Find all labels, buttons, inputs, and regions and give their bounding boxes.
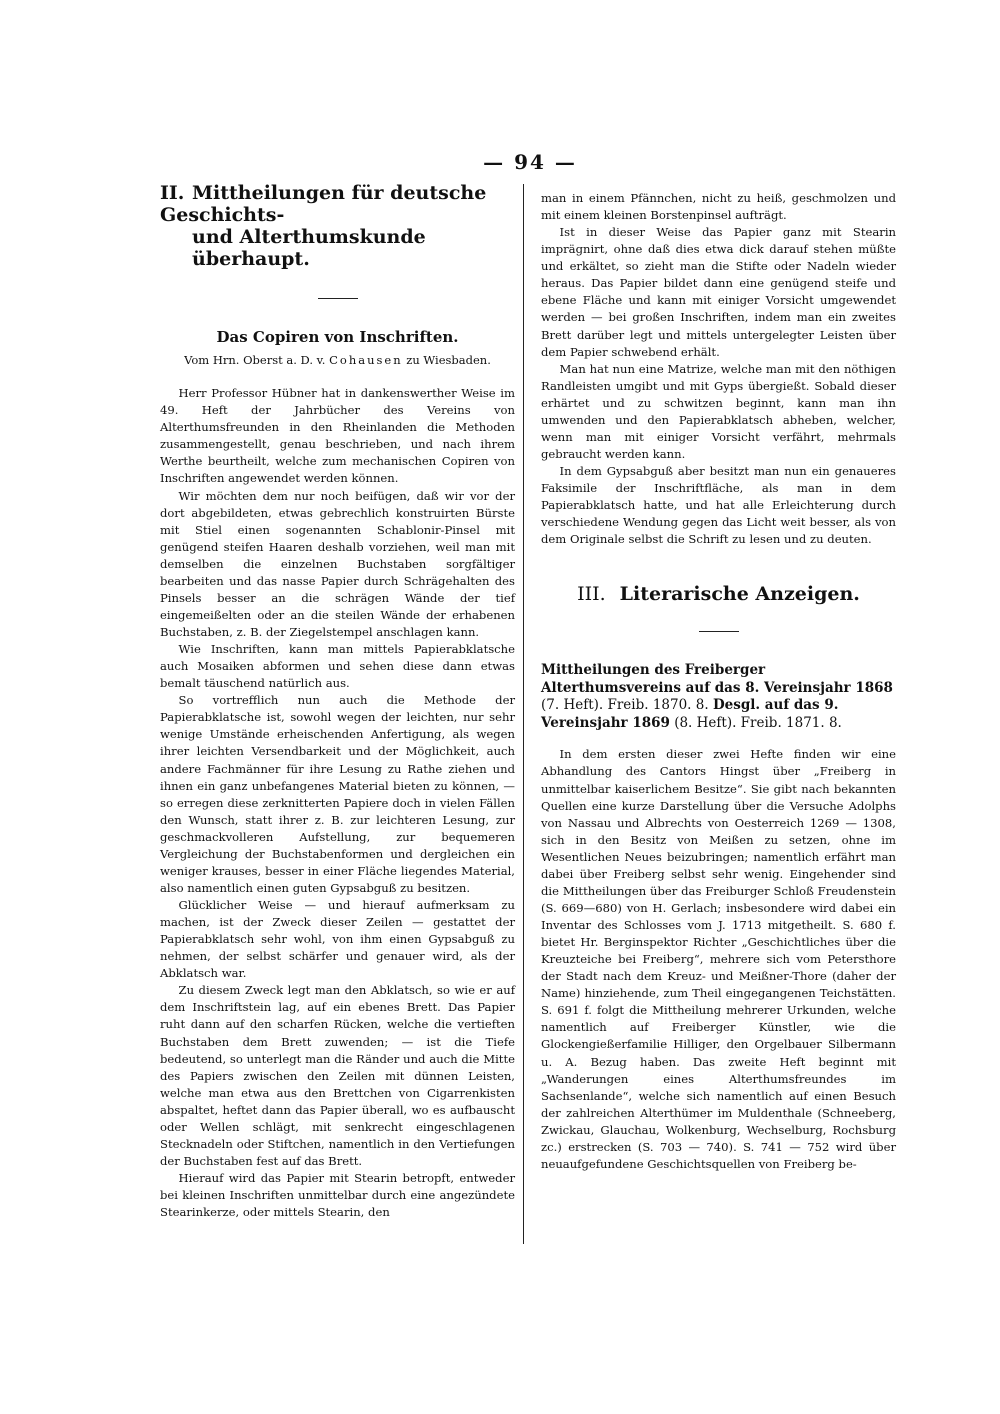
- paragraph: Zu diesem Zweck legt man den Abklatsch, so wie er auf dem Inschriftstein lag, auf ein ebenes Brett. Das Papier ruht dann auf den scharfen Rücken, welche die vertieften Buchstaben dem Brett zuwenden; — ist die Tiefe bedeutend, so unterlegt man die Ränder und auch die Mitte des Papiers zwischen den Zeilen mit dünnen Leisten, welche man etwa aus den Brettchen von Cigarrenkisten abspaltet, heftet dann das Papier überall, wo es aufbauscht oder Wellen schlägt, mit senkrecht eingeschlagenen Stecknadeln oder Stiftchen, namentlich in den Vertiefungen der Buchstaben fest auf das Brett.: [160, 983, 515, 1168]
- article-byline: [160, 352, 515, 369]
- section-2-title-line2: und Alterthumskunde überhaupt.: [192, 226, 426, 270]
- section-2-heading: [160, 182, 515, 270]
- left-column: [160, 182, 515, 1221]
- section-3-heading: [541, 583, 896, 606]
- byline-prefix: Vom Hrn. Oberst a. D. v.: [184, 353, 330, 368]
- review-title-2: Desgl. auf das 9. Vereinsjahr 1869: [541, 697, 839, 731]
- article-title: Das Copiren von Inschriften.: [216, 328, 459, 346]
- byline-author: Cohausen: [329, 353, 403, 368]
- review-title-1: Mittheilungen des Freiberger Alterthumsvereins auf das 8. Vereinsjahr 1868: [541, 662, 893, 696]
- byline-suffix: zu Wiesbaden.: [402, 353, 491, 368]
- section-3-numeral: III.: [577, 583, 606, 606]
- paragraph: Wir möchten dem nur noch beifügen, daß wir vor der dort abgebildeten, etwas gebrechlich konstruirten Bürste mit Stiel einen sogenannten Schablonir-Pinsel mit genügend steifen Haaren deshalb vorziehen, weil man mit demselben die einzelnen Buchstaben sorgfältiger bearbeiten und das nasse Papier durch Schrägehalten des Pinsels besser an die schrägen Wände der tief eingemeißelten oder an die steilen Wände der erhabenen Buchstaben, z. B. der Ziegelstempel anschlagen kann.: [160, 488, 515, 639]
- paragraph: Man hat nun eine Matrize, welche man mit den nöthigen Randleisten umgibt und mit Gyps übergießt. Sobald dieser erhärtet und zu schwitzen beginnt, kann man ihn umwenden und den Papierabklatsch abheben, welcher, wenn man mit einiger Vorsicht verfährt, mehrmals gebraucht werden kann.: [541, 361, 896, 461]
- review-heading: [541, 662, 896, 732]
- heading-rule: [699, 631, 739, 632]
- paragraph: Wie Inschriften, kann man mittels Papierabklatsche auch Mosaiken abformen und sehen diese dann etwas bemalt täuschend natürlich aus.: [160, 642, 515, 691]
- right-column: [541, 190, 896, 1173]
- review-body: In dem ersten dieser zwei Hefte finden wir eine Abhandlung des Cantors Hingst über „Freiberg in unmittelbar kaiserlichem Besitze“. Sie gibt nach bekannten Quellen eine kurze Darstellung über die Versuche Adolphs von Nassau und Albrechts von Oesterreich 1269 — 1308, sich in den Besitz von Meißen zu setzen, ohne im Wesentlichen Neues beizubringen; namentlich erfährt man dabei über Freiberg selbst sehr wenig. Eingehender sind die Mittheilungen über das Freiburger Schloß Freudenstein (S. 669—680) von H. Gerlach; insbesondere wird dabei ein Inventar des Schlosses vom J. 1713 mitgetheilt. S. 680 f. bietet Hr. Berginspektor Richter „Geschichtliches über die Kreuzteiche bei Freiberg“, mehrere sich vom Petersthore der Stadt nach dem Kreuz- und Meißner-Thore (daher der Name) hinziehende, zum Theil eingegangenen Teichstätten. S. 691 f. folgt die Mittheilung mehrerer Urkunden, welche namentlich auf Freiberger Künstler, wie die Glockengießerfamilie Hilliger, den Orgelbauer Silbermann u. A. Bezug haben. Das zweite Heft beginnt mit „Wanderungen eines Alterthumsfreundes im Sachsenlande“, welche sich namentlich auf einen Besuch der zahlreichen Alterthümer im Muldenthale (Schneeberg, Zwickau, Glauchau, Wolkenburg, Wechselburg, Rochsburg zc.) erstrecken (S. 703 — 740). S. 741 — 752 wird über neuaufgefundene Geschichtsquellen von Freiberg be-: [541, 747, 896, 1171]
- section-2-numeral: II.: [160, 182, 185, 204]
- review-pubinfo-1: (7. Heft). Freib. 1870. 8.: [541, 697, 713, 714]
- review-pubinfo-2: (8. Heft). Freib. 1871. 8.: [669, 714, 842, 731]
- paragraph: man in einem Pfännchen, nicht zu heiß, geschmolzen und mit einem kleinen Borstenpinsel aufträgt.: [541, 191, 896, 223]
- paragraph: So vortrefflich nun auch die Methode der Papierabklatsche ist, sowohl wegen der leichten, nur sehr wenige Umstände erheischenden Anfertigung, als wegen ihrer leichten Versendbarkeit und der Möglichkeit, auch andere Fachmänner für ihre Lesung zu Rathe ziehen und ihnen ein ganz unbefangenes Material bieten zu können, — so erregen diese zerknitterten Papiere doch in vielen Fällen den Wunsch, statt ihrer z. B. zur leichteren Lesung, zur geschmackvolleren Aufstellung, zur bequemeren Vergleichung der Buchstabenformen und dergleichen ein weniger krauses, besser in einer Fläche liegendes Material, also namentlich einen guten Gypsabguß zu besitzen.: [160, 693, 515, 895]
- column-divider: [523, 184, 524, 1244]
- section-3-title: Literarische Anzeigen.: [619, 583, 860, 606]
- paragraph: In dem Gypsabguß aber besitzt man nun ein genaueres Faksimile der Inschriftfläche, als man in dem Papierabklatsch hatte, und hat alle Erleichterung durch verschiedene Wendung gegen das Licht weit besser, als von dem Originale selbst die Schrift zu lesen und zu deuten.: [541, 464, 896, 547]
- paragraph: Hierauf wird das Papier mit Stearin betropft, entweder bei kleinen Inschriften unmittelbar durch eine angezündete Stearinkerze, oder mittels Stearin, den: [160, 1171, 515, 1220]
- page-number: — 94 —: [483, 150, 577, 174]
- section-2-title-line1: Mittheilungen für deutsche Geschichts-: [160, 182, 487, 226]
- paragraph: Glücklicher Weise — und hierauf aufmerksam zu machen, ist der Zweck dieser Zeilen — gestattet der Papierabklatsch sehr wohl, von ihm einen Gypsabguß zu nehmen, der selbst schärfer und genauer wird, als der Abklatsch war.: [160, 898, 515, 981]
- heading-rule: [318, 298, 358, 299]
- paragraph: Ist in dieser Weise das Papier ganz mit Stearin imprägnirt, ohne daß dies etwa dick darauf stehen müßte und erkältet, so zieht man die Stifte oder Nadeln wieder heraus. Das Papier bildet dann eine genügend steife und ebene Fläche und kann mit einiger Vorsicht umgewendet werden — bei großen Inschriften, indem man ein zweites Brett darüber legt und mittels untergelegter Leisten über dem Papier schwebend erhält.: [541, 225, 896, 359]
- paragraph: Herr Professor Hübner hat in dankenswerther Weise im 49. Heft der Jahrbücher des Vereins von Alterthumsfreunden in den Rheinlanden die Methoden zusammengestellt, genau beschrieben, und nach ihrem Werthe beurtheilt, welche zum mechanischen Copiren von Inschriften angewendet werden können.: [160, 386, 515, 486]
